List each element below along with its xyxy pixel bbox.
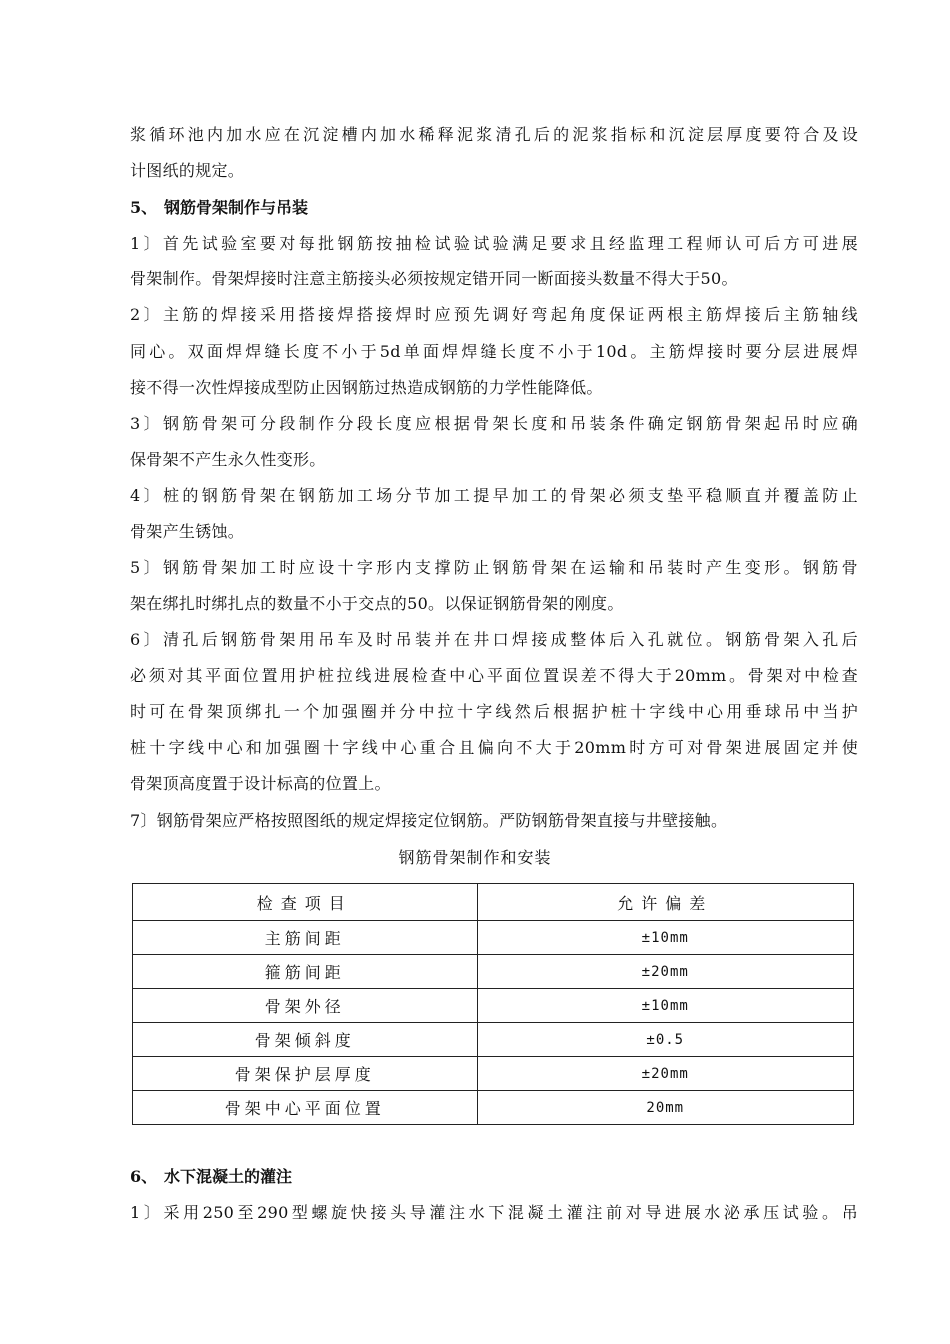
table-caption: 钢筋骨架制作和安装 xyxy=(398,848,552,867)
tolerance-cell: ±10mm xyxy=(477,921,854,955)
section-heading-6 xyxy=(130,1166,292,1188)
tolerance-cell: ±20mm xyxy=(477,1057,854,1091)
body-line: 骨架制作。骨架焊接时注意主筋接头必须按规定错开同一断面接头数量不得大于50。 xyxy=(130,269,738,288)
body-line: 2〕主筋的焊接采用搭接焊搭接焊时应预先调好弯起角度保证两根主筋焊接后主筋轴线 xyxy=(130,305,858,324)
header-tolerance: 允许偏差 xyxy=(477,884,854,921)
section-title: 水下混凝土的灌注 xyxy=(164,1167,293,1186)
tolerance-cell: ±0.5 xyxy=(477,1023,854,1057)
check-item-cell: 主筋间距 xyxy=(133,921,478,955)
body-line: 必须对其平面位置用护桩拉线进展检查中心平面位置误差不得大于20mm。骨架对中检查 xyxy=(130,666,858,685)
body-line: 7〕钢筋骨架应严格按照图纸的规定焊接定位钢筋。严防钢筋骨架直接与井壁接触。 xyxy=(130,811,728,830)
table-row xyxy=(133,955,854,989)
section-title: 钢筋骨架制作与吊装 xyxy=(164,198,309,217)
tolerance-cell: ±10mm xyxy=(477,989,854,1023)
body-line: 骨架产生锈蚀。 xyxy=(130,522,245,541)
body-line: 桩十字线中心和加强圈十字线中心重合且偏向不大于20mm时方可对骨架进展固定并使 xyxy=(130,738,858,757)
section-heading-5 xyxy=(130,197,308,219)
header-check-item: 检查项目 xyxy=(133,884,478,921)
body-line: 架在绑扎时绑扎点的数量不小于交点的50。以保证钢筋骨架的刚度。 xyxy=(130,594,624,613)
body-line: 浆循环池内加水应在沉淀槽内加水稀释泥浆清孔后的泥浆指标和沉淀层厚度要符合及设 xyxy=(130,125,858,144)
table-row xyxy=(133,1091,854,1125)
check-item-cell: 骨架外径 xyxy=(133,989,478,1023)
inspection-table xyxy=(132,883,854,1125)
check-item-cell: 骨架保护层厚度 xyxy=(133,1057,478,1091)
body-line: 6〕清孔后钢筋骨架用吊车及时吊装并在井口焊接成整体后入孔就位。钢筋骨架入孔后 xyxy=(130,630,858,649)
body-line: 1〕采用250至290型螺旋快接头导灌注水下混凝土灌注前对导进展水泌承压试验。吊 xyxy=(130,1203,858,1222)
table-row xyxy=(133,921,854,955)
body-line: 接不得一次性焊接成型防止因钢筋过热造成钢筋的力学性能降低。 xyxy=(130,378,603,397)
table-row xyxy=(133,989,854,1023)
body-line: 同心。双面焊焊缝长度不小于5d单面焊焊缝长度不小于10d。主筋焊接时要分层进展焊 xyxy=(130,342,858,361)
body-line: 骨架顶高度置于设计标高的位置上。 xyxy=(130,774,391,793)
body-line: 5〕钢筋骨架加工时应设十字形内支撑防止钢筋骨架在运输和吊装时产生变形。钢筋骨 xyxy=(130,558,858,577)
body-line: 保骨架不产生永久性变形。 xyxy=(130,450,326,469)
section-number: 6、 xyxy=(130,1167,158,1186)
body-line: 3〕钢筋骨架可分段制作分段长度应根据骨架长度和吊装条件确定钢筋骨架起吊时应确 xyxy=(130,414,858,433)
tolerance-cell: ±20mm xyxy=(477,955,854,989)
check-item-cell: 箍筋间距 xyxy=(133,955,478,989)
table-row xyxy=(133,1023,854,1057)
table-row xyxy=(133,1057,854,1091)
tolerance-cell: 20mm xyxy=(477,1091,854,1125)
body-line: 计图纸的规定。 xyxy=(130,161,245,180)
check-item-cell: 骨架倾斜度 xyxy=(133,1023,478,1057)
body-line: 1〕首先试验室要对每批钢筋按抽检试验试验满足要求且经监理工程师认可后方可进展 xyxy=(130,234,858,253)
body-line: 时可在骨架顶绑扎一个加强圈并分中拉十字线然后根据护桩十字线中心用垂球吊中当护 xyxy=(130,702,858,721)
table-header-row xyxy=(133,884,854,921)
body-line: 4〕桩的钢筋骨架在钢筋加工场分节加工提早加工的骨架必须支垫平稳顺直并覆盖防止 xyxy=(130,486,858,505)
check-item-cell: 骨架中心平面位置 xyxy=(133,1091,478,1125)
section-number: 5、 xyxy=(130,198,158,217)
